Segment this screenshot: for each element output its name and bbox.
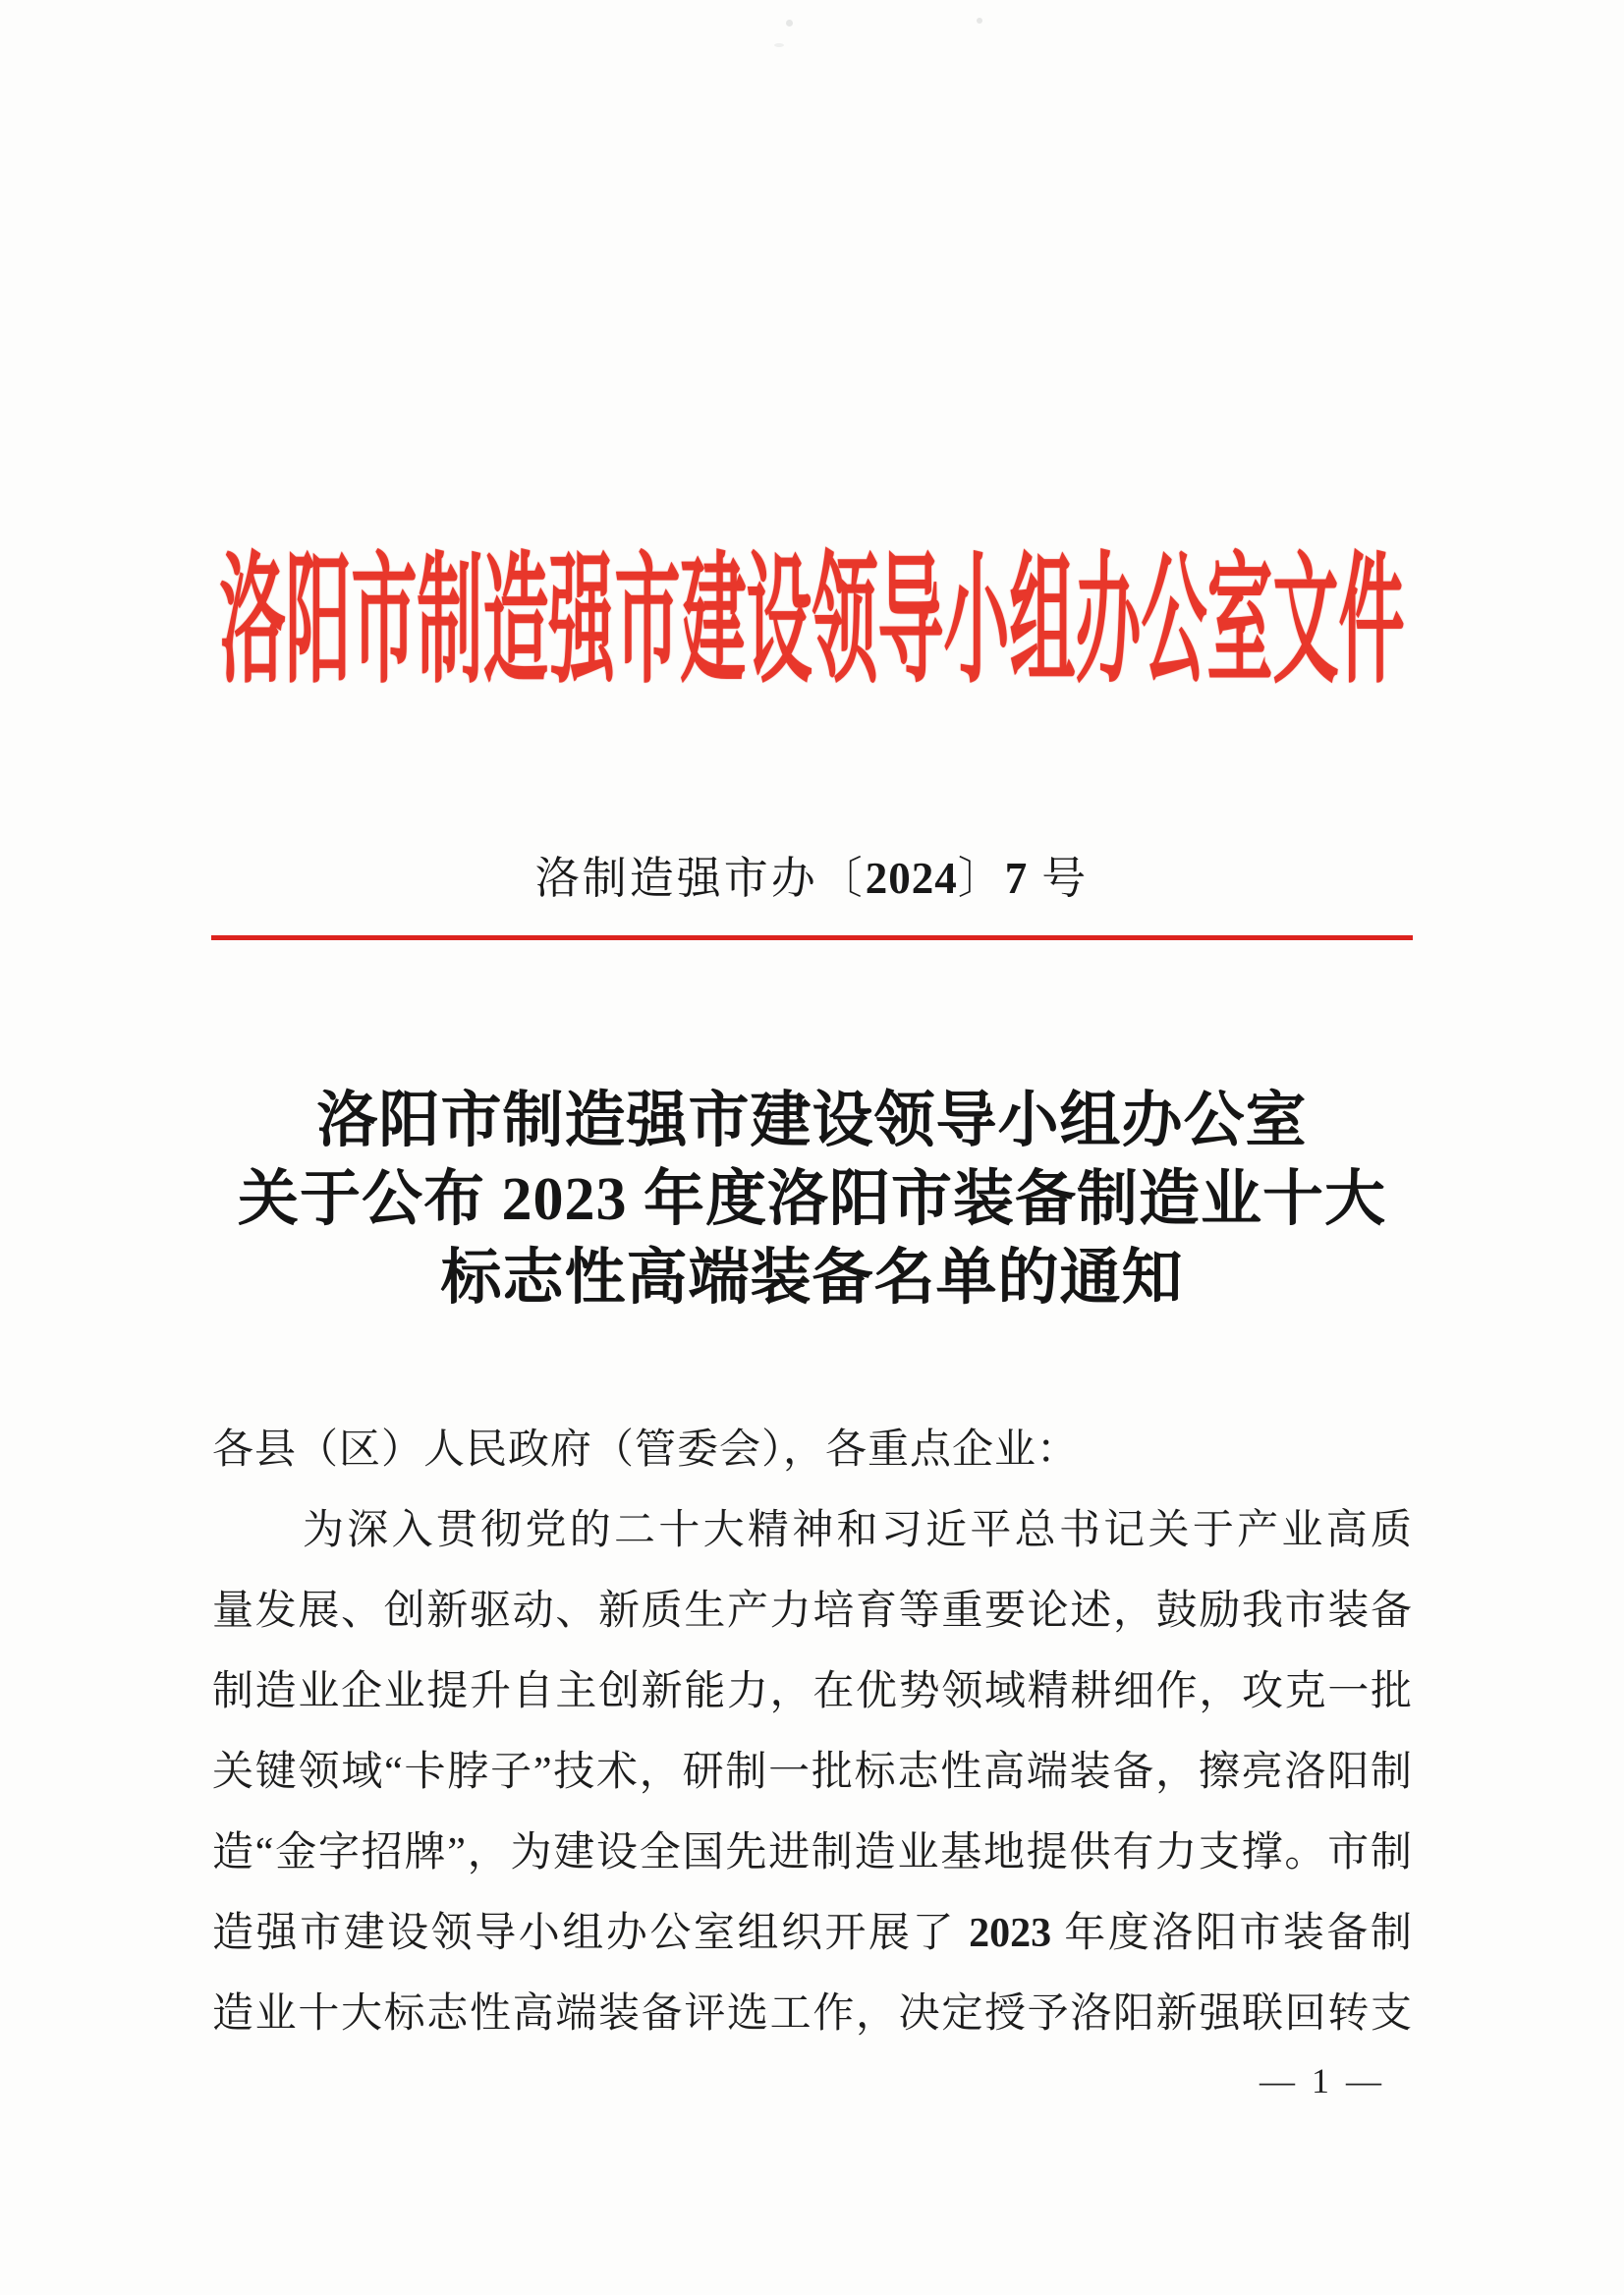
body-text-segment: 造“金字招牌”，为建设全国先进制造业基地提供有力支撑。市制 — [212, 1830, 1412, 1875]
document-title-line-2: 关于公布 2023 年度洛阳市装备制造业十大 — [237, 1166, 1386, 1233]
body-text-line — [212, 1732, 1412, 1813]
red-divider-line — [211, 935, 1413, 940]
body-text-line — [212, 1410, 1412, 1490]
red-header-banner: 洛阳市制造强市建设领导小组办公室文件 — [219, 544, 1405, 701]
body-text-line — [212, 1813, 1412, 1893]
body-text-segment: 量发展、创新驱动、新质生产力培育等重要论述，鼓励我市装备 — [212, 1589, 1412, 1634]
document-number-bracket-close: 〕 — [957, 854, 1005, 903]
document-number-year: 2024 — [865, 854, 958, 903]
page-number: — 1 — — [1260, 2061, 1385, 2100]
document-title-line-3: 标志性高端装备名单的通知 — [440, 1245, 1184, 1312]
body-text-segment: 关键领域“卡脖子”技术，研制一批标志性高端装备，擦亮洛阳制 — [212, 1750, 1412, 1795]
scan-speck — [977, 18, 982, 24]
body-text-segment: 各县（区）人民政府（管委会），各重点企业： — [212, 1427, 1080, 1473]
document-title-line-1: 洛阳市制造强市建设领导小组办公室 — [316, 1088, 1308, 1154]
body-text-line — [212, 1651, 1412, 1732]
body-text-line — [212, 1571, 1412, 1651]
body-text-segment: 制造业企业提升自主创新能力，在优势领域精耕细作，攻克一批 — [212, 1669, 1412, 1714]
document-number-bracket-open: 〔 — [817, 854, 866, 903]
document-number-suffix: 号 — [1041, 854, 1090, 903]
body-text-bold-segment: 2023 — [969, 1911, 1052, 1956]
body-text-segment: 为深入贯彻党的二十大精神和习近平总书记关于产业高质 — [303, 1508, 1412, 1553]
body-text-line — [212, 1490, 1412, 1571]
body-text-line — [212, 1893, 1412, 1974]
body-text-segment: 造业十大标志性高端装备评选工作，决定授予洛阳新强联回转支 — [212, 1991, 1412, 2037]
body-text-segment: 造强市建设领导小组办公室组织开展了 — [212, 1911, 970, 1956]
body-text-line — [212, 1974, 1412, 2054]
scan-speck — [774, 43, 784, 47]
document-body — [212, 1410, 1412, 2054]
document-number-serial: 7 — [1004, 854, 1029, 903]
body-text-segment: 年度洛阳市装备制 — [1051, 1911, 1412, 1956]
document-title — [212, 1082, 1412, 1317]
scan-speck — [786, 20, 793, 27]
document-number — [0, 853, 1624, 904]
document-number-prefix: 洛制造强市办 — [534, 854, 818, 903]
